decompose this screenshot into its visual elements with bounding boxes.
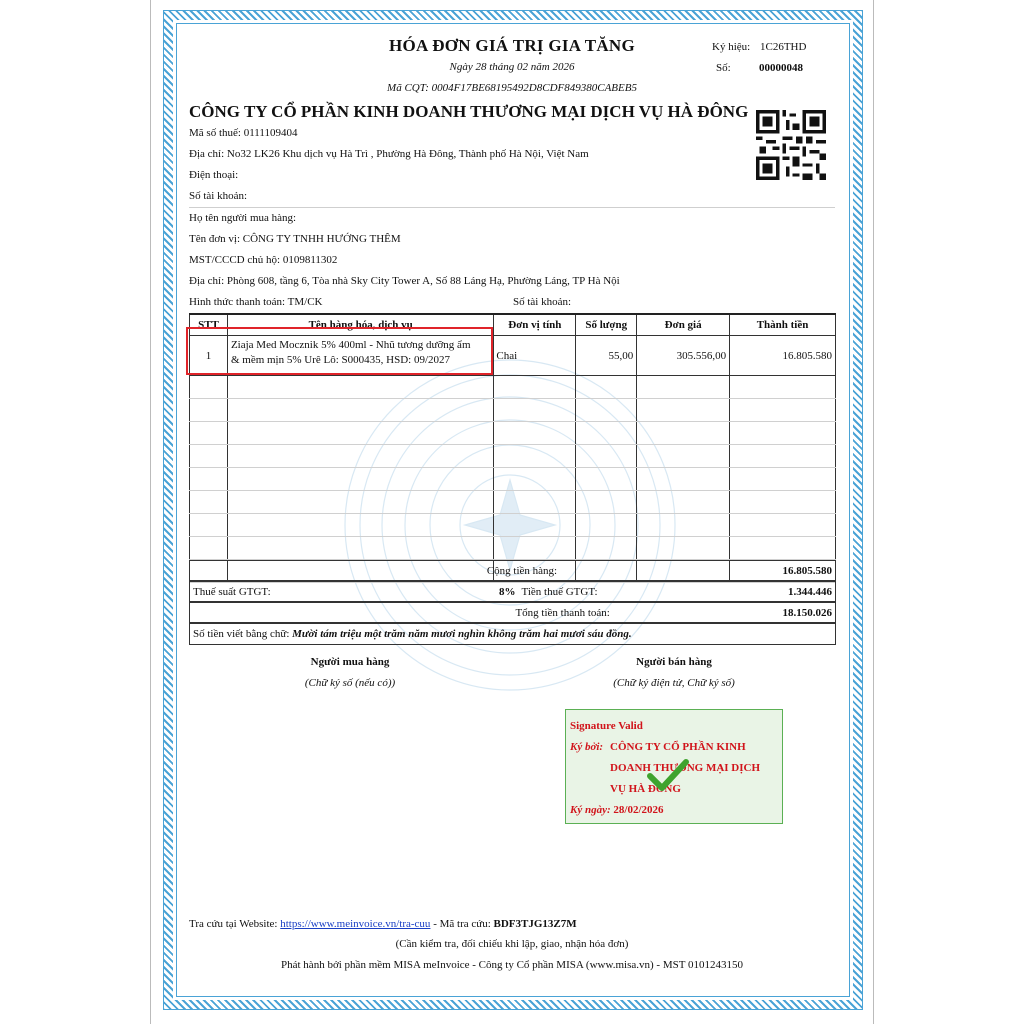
lookup-code: BDF3TJG13Z7M [493,918,577,930]
header-price: Đơn giá [637,314,730,336]
sign-date-row [570,804,664,816]
publisher-line: Phát hành bởi phần mềm MISA meInvoice - Công ty Cổ phần MISA (www.misa.vn) - MST 0101243150 [281,959,743,971]
page-edge-right [873,0,874,1024]
amount-words-cell [190,624,836,645]
row-qty: 55,00 [576,336,637,376]
grand-total-table [189,602,836,623]
row-price: 305.556,00 [637,336,730,376]
empty-row [190,514,836,537]
amount-words: Mười tám triệu một trăm năm mươi nghìn không trăm hai mươi sáu đồng. [292,628,632,640]
row-total: 16.805.580 [730,336,836,376]
row-name-line2: & mềm mịn 5% Urê Lô: S000435, HSD: 09/2027 [230,354,451,366]
cqt-code: Mã CQT: 0004F17BE68195492D8CDF849380CABEB5 [387,82,637,94]
empty-row [190,491,836,514]
empty-row [190,468,836,491]
seller-account: Số tài khoản: [189,190,248,202]
row-stt: 1 [190,336,228,376]
symbol-label: Ký hiệu: [712,41,751,53]
empty-row [190,537,836,560]
symbol-value: 1C26THD [760,41,807,53]
vat-amount-label: Tiền thuế GTGT: [519,582,715,602]
sign-date-label: Ký ngày: [570,804,611,816]
checkmark-icon [646,756,690,794]
subtotal-value: 16.805.580 [577,561,835,581]
seller-phone: Điện thoại: [189,169,239,181]
empty-row [190,399,836,422]
seller-signature-note: (Chữ ký điện tử, Chữ ký số) [613,677,735,689]
grand-total-row [190,603,836,623]
signer-label: Ký bởi: [570,741,604,753]
seller-tax-code: Mã số thuế: 0111109404 [189,127,298,139]
empty-row [190,422,836,445]
grand-total-label: Tổng tiền thanh toán: [190,603,616,623]
number-label: Số: [716,62,731,74]
header-unit: Đơn vị tính [494,314,576,336]
amount-words-table [189,623,836,645]
highlight-box [186,327,493,375]
vat-rate-label: Thuế suất GTGT: [190,582,497,602]
amount-words-row [190,624,836,645]
grand-total-value: 18.150.026 [616,603,836,623]
lookup-prefix: Tra cứu tại Website: [189,918,278,930]
empty-row [190,445,836,468]
vat-row [190,582,836,602]
page-edge-left [150,0,151,1024]
payment-method: Hình thức thanh toán: TM/CK [189,296,323,308]
seller-signature-title: Người bán hàng [636,656,712,668]
buyer-account: Số tài khoản: [513,296,572,308]
buyer-address: Địa chỉ: Phòng 608, tầng 6, Tòa nhà Sky City Tower A, Số 88 Láng Hạ, Phường Láng, TP Hà Nội [189,275,620,287]
seller-address: Địa chỉ: No32 LK26 Khu dịch vụ Hà Trì , Phường Hà Đông, Thành phố Hà Nội, Việt Nam [189,148,589,160]
vat-rate: 8% [496,582,519,602]
signature-status: Signature Valid [570,720,643,732]
header-stt: STT [190,314,228,336]
vat-table [189,581,836,602]
empty-row [190,376,836,399]
amount-words-label: Số tiền viết bằng chữ: [193,628,290,640]
lookup-line [189,918,577,930]
buyer-name-label: Họ tên người mua hàng: [189,212,297,224]
seller-name: CÔNG TY CỔ PHẦN KINH DOANH THƯƠNG MẠI DỊCH VỤ HÀ ĐÔNG [189,102,749,121]
verification-note: (Cần kiểm tra, đối chiếu khi lập, giao, nhận hóa đơn) [395,938,629,950]
row-unit: Chai [494,336,576,376]
qr-code-icon [756,110,826,180]
row-name-line1: Ziaja Med Mocznik 5% 400ml - Nhũ tương dưỡng ẩm [230,339,471,351]
header-name: Tên hàng hóa, dịch vụ [227,314,493,336]
sign-date: 28/02/2026 [613,804,664,816]
vat-amount: 1.344.446 [715,582,836,602]
header-total: Thành tiền [730,314,836,336]
subtotal-row [190,561,836,581]
signer-line2: DOANH THƯƠNG MẠI DỊCH [610,762,761,774]
invoice-date: Ngày 28 tháng 02 năm 2026 [449,61,575,73]
signature-stamp [565,709,783,824]
invoice-title: HÓA ĐƠN GIÁ TRỊ GIA TĂNG [388,36,636,55]
signer-line1: CÔNG TY CỔ PHẦN KINH [610,741,746,753]
buyer-signature-title: Người mua hàng [310,656,390,668]
subtotal-label: Cộng tiền hàng: [190,561,578,581]
signer-line3: VỤ HÀ ĐÔNG [610,783,681,795]
header-qty: Số lượng [576,314,637,336]
summary-table [189,560,836,581]
buyer-signature-note: (Chữ ký số (nếu có)) [304,677,396,689]
buyer-tax-id: MST/CCCD chủ hộ: 0109811302 [189,254,338,266]
invoice-number: 00000048 [759,62,803,74]
buyer-unit: Tên đơn vị: CÔNG TY TNHH HƯỚNG THÊM [189,233,401,245]
seller-divider [189,207,835,208]
lookup-code-label: - Mã tra cứu: [433,918,491,930]
lookup-url-link[interactable]: https://www.meinvoice.vn/tra-cuu [280,918,431,930]
